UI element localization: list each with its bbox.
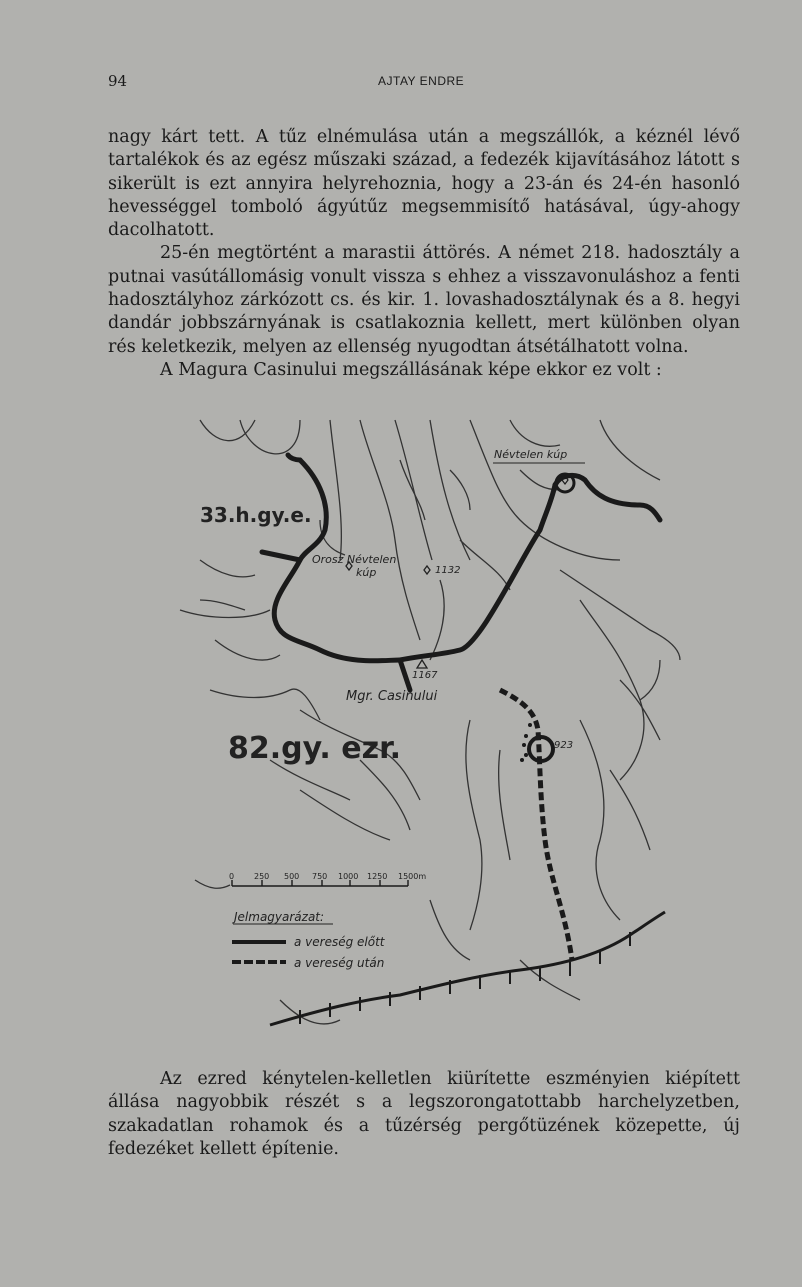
legend-after: a vereség után [294,956,385,970]
body-text-bottom [108,1068,740,1161]
scale-tick-750: 750 [312,872,328,881]
scale-tick-250: 250 [254,872,270,881]
map-label-nevtelen-kup: Névtelen kúp [494,448,568,461]
map-label-orosz-kup: kúp [356,566,377,579]
scale-tick-1000: 1000 [338,872,359,881]
legend-title: Jelmagyarázat: [234,910,325,924]
map-label-33-hgye: 33.h.gy.e. [200,503,312,527]
legend-before: a vereség előtt [294,935,385,949]
map-label-82-gy-ezr: 82.gy. ezr. [228,731,401,766]
scale-bar [229,872,426,886]
scale-tick-1500m: 1500m [398,872,427,881]
map-label-923: 923 [554,740,574,751]
paragraph-1: nagy kárt tett. A tűz elnémulása után a megszállók, a kéznél lévő tartalékok és az egész műszaki század, a fedezék kijavításához látott s sikerült is ezt annyira helyrehoznia, hogy a 23-án és 24-én hasonló hevességgel tomboló ágyútűz megsemmisítő hatásával, úgy-ahogy dacolhatott. [108,127,740,241]
paragraph-4: Az ezred kénytelen-kelletlen kiürítette eszményien kiépített állása nagyobbik részét s a legszorongatottabb harchelyzetben, szakadatlan rohamok és a tűzérség pergőtüzének közepette, új fedezéket kellett építenie. [108,1069,740,1159]
front-line-before [262,455,660,690]
scale-tick-500: 500 [284,872,300,881]
paragraph-3: A Magura Casinului megszállásának képe ekkor ez volt : [160,359,662,380]
map-label-1132: 1132 [435,565,461,576]
map-legend [232,910,386,970]
page-number: 94 [108,72,128,90]
paragraph-2: 25-én megtörtént a marastii áttörés. A német 218. hadosztály a putnai vasútállomásig vonult vissza s ehhez a visszavonuláshoz a fenti hadosztályhoz zárkózott cs. és kir. 1. lovashadosztálynak és a 8. hegyi dandár jobbszárnyának is csatlakoznia kellett, mert különben olyan rés keletkezik, melyen az ellenség nyugodtan átsétálhatott volna. [108,243,740,357]
scale-tick-1250: 1250 [367,872,388,881]
scale-tick-0: 0 [229,872,235,881]
running-title: AJTAY ENDRE [378,74,465,88]
front-line-after [500,690,572,960]
map-label-1167: 1167 [412,670,438,681]
map-label-orosz-nevtelen: Orosz Névtelen [312,553,397,566]
map-label-mgr-casinului: Mgr. Casinului [346,689,438,704]
